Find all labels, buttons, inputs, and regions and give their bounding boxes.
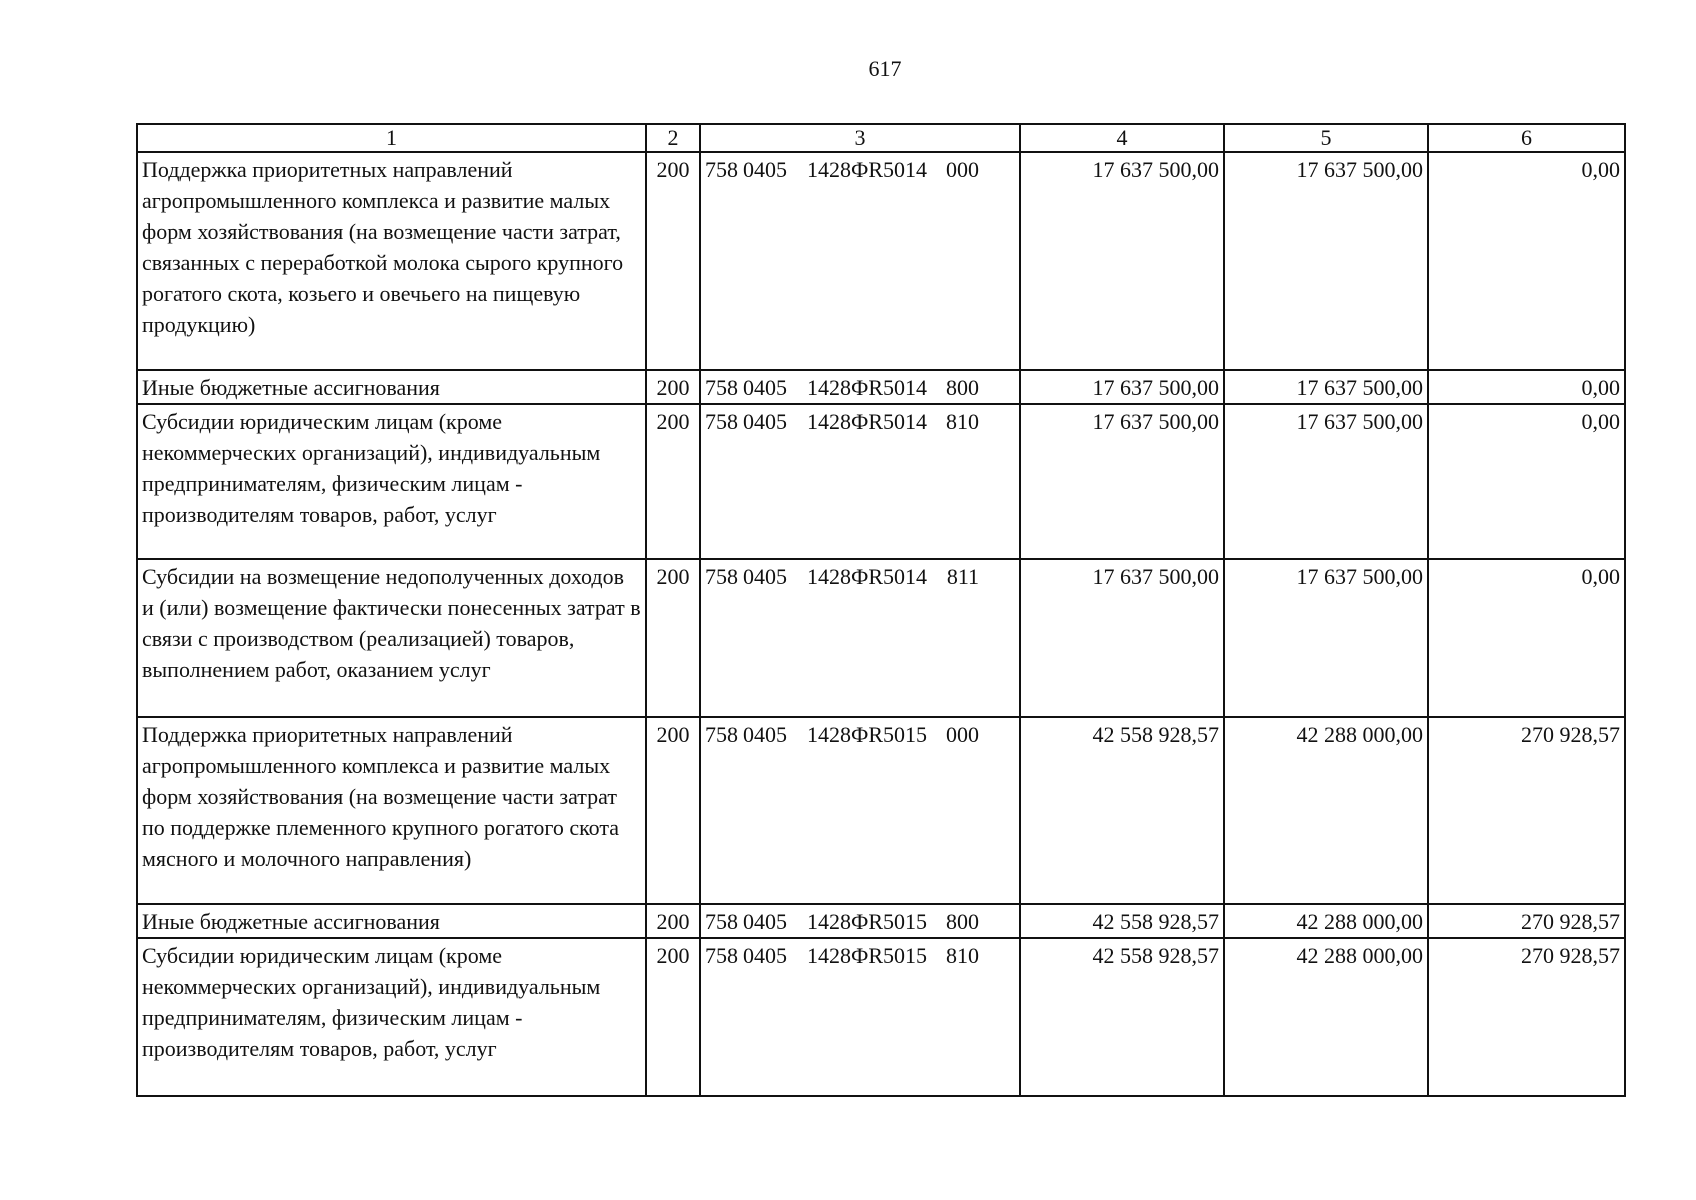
gov-code: 758: [705, 909, 738, 934]
header-cell-1: 1: [137, 124, 646, 152]
expense-type-code: 811: [946, 564, 979, 589]
amount-col6: 270 928,57: [1428, 938, 1625, 1096]
amount-col5: 42 288 000,00: [1224, 904, 1428, 938]
program-code: 1428ФR5014: [807, 409, 928, 434]
table-row: [137, 559, 1625, 717]
amount-col6: 0,00: [1428, 404, 1625, 559]
program-code: 1428ФR5014: [807, 157, 928, 182]
amount-col6: 0,00: [1428, 152, 1625, 370]
program-code: 1428ФR5014: [807, 564, 928, 589]
amount-col6: 270 928,57: [1428, 904, 1625, 938]
amount-col5: 17 637 500,00: [1224, 559, 1428, 717]
amount-col5: 17 637 500,00: [1224, 370, 1428, 404]
amount-col4: 17 637 500,00: [1020, 152, 1224, 370]
table-row: [137, 938, 1625, 1096]
section-code: 0405: [743, 943, 787, 968]
expense-type-code: 800: [946, 375, 979, 400]
amount-col4: 42 558 928,57: [1020, 938, 1224, 1096]
row-name: Иные бюджетные ассигнования: [137, 904, 646, 938]
gov-code: 758: [705, 943, 738, 968]
row-classification: [700, 938, 1020, 1096]
header-row: [137, 124, 1625, 152]
program-code: 1428ФR5014: [807, 375, 928, 400]
program-code: 1428ФR5015: [807, 722, 928, 747]
row-name: Субсидии юридическим лицам (кроме некоммерческих организаций), индивидуальным предпринимателям, физическим лицам - производителям товаров, работ, услуг: [137, 404, 646, 559]
row-name: Поддержка приоритетных направлений агропромышленного комплекса и развитие малых форм хозяйствования (на возмещение части затрат по поддержке племенного крупного рогатого скота мясного и молочного направления): [137, 717, 646, 904]
amount-col5: 17 637 500,00: [1224, 404, 1428, 559]
row-code: 200: [646, 938, 700, 1096]
expense-type-code: 000: [946, 722, 979, 747]
row-classification: [700, 717, 1020, 904]
table-row: [137, 370, 1625, 404]
amount-col4: 42 558 928,57: [1020, 904, 1224, 938]
row-name: Иные бюджетные ассигнования: [137, 370, 646, 404]
expense-type-code: 810: [946, 409, 979, 434]
amount-col4: 42 558 928,57: [1020, 717, 1224, 904]
row-classification: [700, 559, 1020, 717]
row-code: 200: [646, 904, 700, 938]
row-classification: [700, 152, 1020, 370]
row-name: Субсидии юридическим лицам (кроме некоммерческих организаций), индивидуальным предпринимателям, физическим лицам - производителям товаров, работ, услуг: [137, 938, 646, 1096]
header-cell-3: 3: [700, 124, 1020, 152]
header-cell-4: 4: [1020, 124, 1224, 152]
program-code: 1428ФR5015: [807, 909, 928, 934]
row-code: 200: [646, 370, 700, 404]
expense-type-code: 000: [946, 157, 979, 182]
row-code: 200: [646, 404, 700, 559]
table-row: [137, 904, 1625, 938]
header-cell-2: 2: [646, 124, 700, 152]
row-code: 200: [646, 717, 700, 904]
row-classification: [700, 904, 1020, 938]
gov-code: 758: [705, 375, 738, 400]
header-cell-5: 5: [1224, 124, 1428, 152]
row-classification: [700, 370, 1020, 404]
row-code: 200: [646, 559, 700, 717]
amount-col4: 17 637 500,00: [1020, 370, 1224, 404]
table-row: [137, 717, 1625, 904]
amount-col4: 17 637 500,00: [1020, 559, 1224, 717]
expense-type-code: 800: [946, 909, 979, 934]
row-classification: [700, 404, 1020, 559]
gov-code: 758: [705, 157, 738, 182]
gov-code: 758: [705, 722, 738, 747]
expense-type-code: 810: [946, 943, 979, 968]
table-row: [137, 404, 1625, 559]
gov-code: 758: [705, 409, 738, 434]
amount-col6: 0,00: [1428, 370, 1625, 404]
section-code: 0405: [743, 722, 787, 747]
section-code: 0405: [743, 375, 787, 400]
amount-col4: 17 637 500,00: [1020, 404, 1224, 559]
budget-table: [136, 123, 1626, 1097]
section-code: 0405: [743, 157, 787, 182]
section-code: 0405: [743, 564, 787, 589]
amount-col5: 17 637 500,00: [1224, 152, 1428, 370]
amount-col5: 42 288 000,00: [1224, 717, 1428, 904]
header-cell-6: 6: [1428, 124, 1625, 152]
gov-code: 758: [705, 564, 738, 589]
row-code: 200: [646, 152, 700, 370]
page-number: 617: [868, 56, 902, 81]
program-code: 1428ФR5015: [807, 943, 928, 968]
amount-col5: 42 288 000,00: [1224, 938, 1428, 1096]
section-code: 0405: [743, 409, 787, 434]
table-row: [137, 152, 1625, 370]
row-name: Поддержка приоритетных направлений агропромышленного комплекса и развитие малых форм хозяйствования (на возмещение части затрат, связанных с переработкой молока сырого крупного рогатого скота, козьего и овечьего на пищевую продукцию): [137, 152, 646, 370]
section-code: 0405: [743, 909, 787, 934]
amount-col6: 0,00: [1428, 559, 1625, 717]
amount-col6: 270 928,57: [1428, 717, 1625, 904]
row-name: Субсидии на возмещение недополученных доходов и (или) возмещение фактически понесенных затрат в связи с производством (реализацией) товаров, выполнением работ, оказанием услуг: [137, 559, 646, 717]
